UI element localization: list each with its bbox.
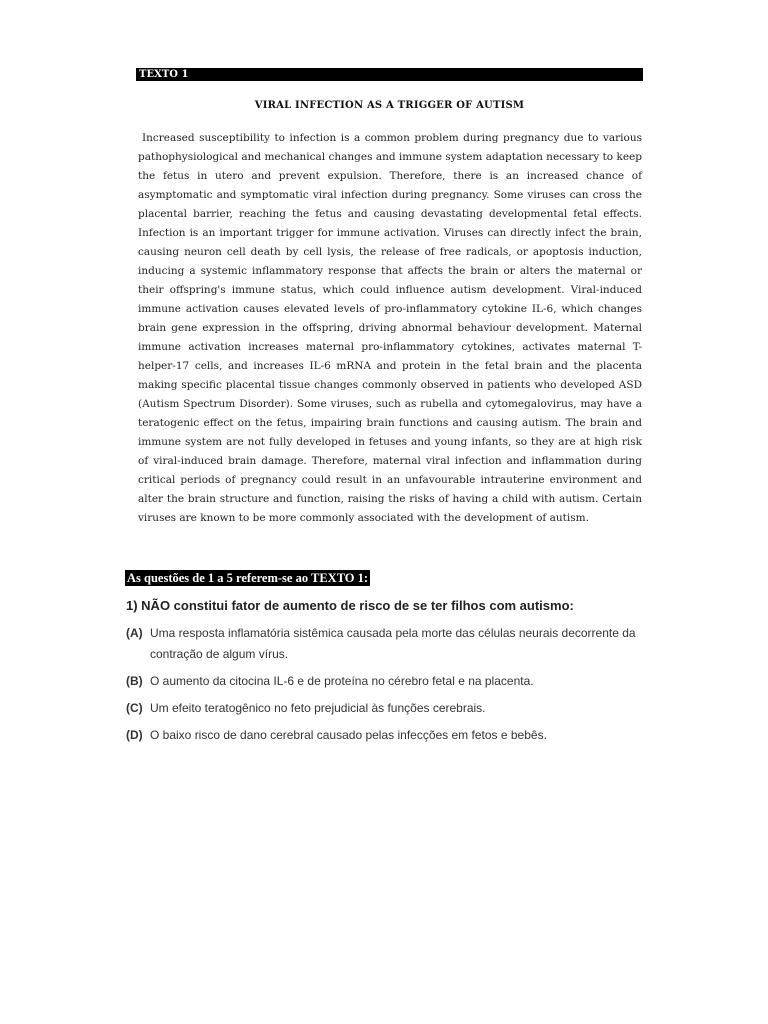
question-stem: 1) NÃO constitui fator de aumento de risco de se ter filhos com autismo:: [126, 598, 574, 613]
option-text: Um efeito teratogênico no feto prejudicial às funções cerebrais.: [150, 701, 486, 715]
document-body-text: Increased susceptibility to infection is a common problem during pregnancy due to various pathophysiological and mechanical changes and immune system adaptation necessary to keep the fetus in utero and prevent expulsion. Therefore, there is an increased chance of asymptomatic and symptomatic viral infection during pregnancy. Some viruses can cross the placental barrier, reaching the fetus and causing devastating developmental fetal effects. Infection is an important trigger for immune activation. Viruses can directly infect the brain, causing neuron cell death by cell lysis, the release of free radicals, or apoptosis induction, inducing a systemic inflammatory response that affects the brain or alters the maternal or their offspring's immune status, which could influence autism development. Viral-induced immune activation causes elevated levels of pro-inflammatory cytokine IL-6, which changes brain gene expression in the offspring, driving abnormal behaviour development. Maternal immune activation increases maternal pro-inflammatory cytokines, activates maternal T-helper-17 cells, and increases IL-6 mRNA and protein in the fetal brain and the placenta making specific placental tissue changes commonly observed in patients who developed ASD (Autism Spectrum Disorder). Some viruses, such as rubella and cytomegalovirus, may have a teratogenic effect on the fetus, impairing brain functions and causing autism. The brain and immune system are not fully developed in fetuses and young infants, so they are at high risk of viral-induced brain damage. Therefore, maternal viral infection and inflammation during critical periods of pregnancy could result in an unfavourable intrauterine environment and alter the brain structure and function, raising the risks of having a child with autism. Certain viruses are known to be more commonly associated with the development of autism.: [138, 132, 642, 524]
option-letter: (B): [126, 674, 143, 688]
option-letter: (A): [126, 626, 143, 640]
option-letter: (C): [126, 701, 143, 715]
document-title: VIRAL INFECTION AS A TRIGGER OF AUTISM: [254, 100, 525, 111]
option-text: O aumento da citocina IL-6 e de proteína no cérebro fetal e na placenta.: [150, 674, 534, 688]
option-d[interactable]: [126, 725, 646, 746]
option-letter: (D): [126, 728, 143, 742]
option-text: O baixo risco de dano cerebral causado pelas infecções em fetos e bebês.: [150, 728, 547, 742]
option-text: Uma resposta inflamatória sistêmica causada pela morte das células neurais decorrente da contração de algum vírus.: [150, 626, 636, 661]
answer-options: [126, 623, 646, 752]
option-c[interactable]: [126, 698, 646, 719]
questions-header: As questões de 1 a 5 referem-se ao TEXTO 1:: [127, 571, 369, 585]
option-b[interactable]: [126, 671, 646, 692]
section-label: TEXTO 1: [136, 68, 643, 81]
option-a[interactable]: [126, 623, 646, 665]
